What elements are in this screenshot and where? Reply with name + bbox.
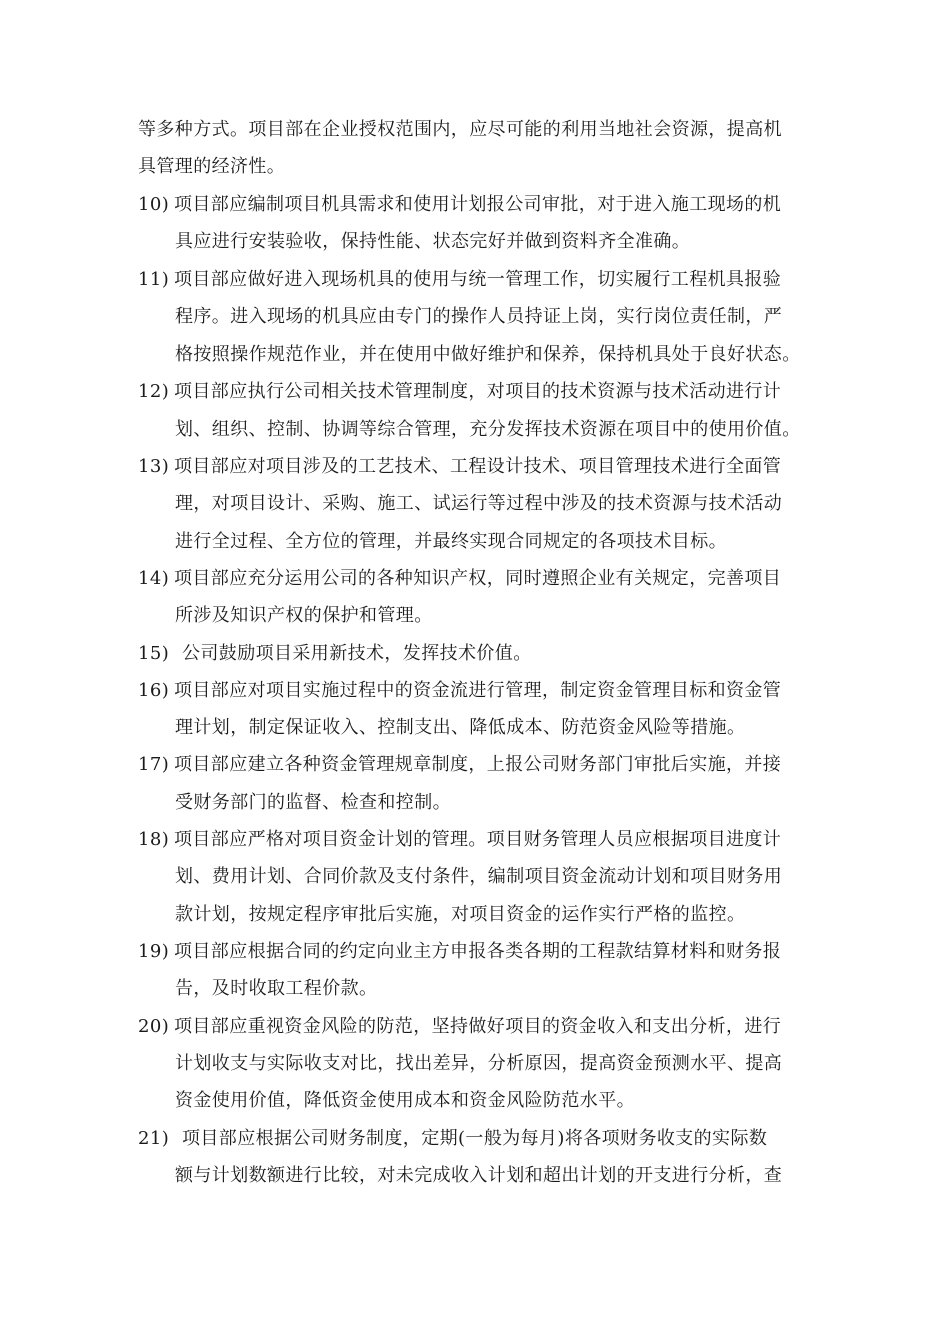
paragraph-line: 等多种方式。项目部在企业授权范围内，应尽可能的利用当地社会资源，提高机 bbox=[138, 119, 782, 140]
item-continuation-line: 格按照操作规范作业，并在使用中做好维护和保养，保持机具处于良好状态。 bbox=[175, 344, 801, 365]
item-number: 18) bbox=[138, 829, 170, 850]
paragraph-line: 具管理的经济性。 bbox=[138, 156, 286, 177]
item-continuation-line: 所涉及知识产权的保护和管理。 bbox=[175, 605, 433, 626]
list-item-17 bbox=[138, 753, 818, 777]
item-text: 项目部应做好进入现场机具的使用与统一管理工作，切实履行工程机具报验 bbox=[174, 269, 782, 290]
list-item-13 bbox=[138, 455, 818, 479]
item-number: 21) bbox=[138, 1128, 170, 1149]
item-continuation-line: 理计划，制定保证收入、控制支出、降低成本、防范资金风险等措施。 bbox=[175, 717, 746, 738]
item-text: 项目部应对项目实施过程中的资金流进行管理，制定资金管理目标和资金管 bbox=[174, 680, 782, 701]
item-continuation-line: 程序。进入现场的机具应由专门的操作人员持证上岗，实行岗位责任制，严 bbox=[175, 306, 783, 327]
item-text: 项目部应执行公司相关技术管理制度，对项目的技术资源与技术活动进行计 bbox=[174, 381, 782, 402]
item-number: 11) bbox=[138, 269, 170, 290]
item-continuation-line: 划、费用计划、合同价款及支付条件，编制项目资金流动计划和项目财务用 bbox=[175, 866, 783, 887]
item-continuation-line: 理，对项目设计、采购、施工、试运行等过程中涉及的技术资源与技术活动 bbox=[175, 493, 783, 514]
item-number: 14) bbox=[138, 568, 170, 589]
item-text: 项目部应建立各种资金管理规章制度，上报公司财务部门审批后实施，并接 bbox=[174, 754, 782, 775]
item-text: 项目部应重视资金风险的防范，坚持做好项目的资金收入和支出分析，进行 bbox=[174, 1016, 782, 1037]
item-number: 13) bbox=[138, 456, 170, 477]
list-item-21 bbox=[138, 1127, 818, 1151]
list-item-15 bbox=[138, 642, 818, 666]
item-text: 项目部应编制项目机具需求和使用计划报公司审批，对于进入施工现场的机 bbox=[174, 194, 782, 215]
item-text: 项目部应充分运用公司的各种知识产权，同时遵照企业有关规定，完善项目 bbox=[174, 568, 782, 589]
list-item-14 bbox=[138, 567, 818, 591]
list-item-20 bbox=[138, 1015, 818, 1039]
list-item-19 bbox=[138, 940, 818, 964]
item-number: 12) bbox=[138, 381, 170, 402]
list-item-18 bbox=[138, 828, 818, 852]
list-item-16 bbox=[138, 679, 818, 703]
item-text: 项目部应根据公司财务制度，定期(一般为每月)将各项财务收支的实际数 bbox=[182, 1128, 768, 1149]
item-number: 19) bbox=[138, 941, 170, 962]
item-continuation-line: 额与计划数额进行比较，对未完成收入计划和超出计划的开支进行分析，查 bbox=[175, 1165, 783, 1186]
item-text: 项目部应对项目涉及的工艺技术、工程设计技术、项目管理技术进行全面管 bbox=[174, 456, 782, 477]
item-continuation-line: 计划收支与实际收支对比，找出差异，分析原因，提高资金预测水平、提高 bbox=[175, 1053, 783, 1074]
list-item-11 bbox=[138, 268, 818, 292]
item-number: 10) bbox=[138, 194, 170, 215]
item-continuation-line: 资金使用价值，降低资金使用成本和资金风险防范水平。 bbox=[175, 1090, 635, 1111]
item-continuation-line: 划、组织、控制、协调等综合管理，充分发挥技术资源在项目中的使用价值。 bbox=[175, 419, 801, 440]
item-text: 公司鼓励项目采用新技术，发挥技术价值。 bbox=[182, 643, 532, 664]
list-item-12 bbox=[138, 380, 818, 404]
item-number: 16) bbox=[138, 680, 170, 701]
item-continuation-line: 告，及时收取工程价款。 bbox=[175, 978, 378, 999]
item-number: 20) bbox=[138, 1016, 170, 1037]
item-number: 15) bbox=[138, 643, 170, 664]
item-continuation-line: 款计划，按规定程序审批后实施，对项目资金的运作实行严格的监控。 bbox=[175, 904, 746, 925]
item-number: 17) bbox=[138, 754, 170, 775]
item-continuation-line: 受财务部门的监督、检查和控制。 bbox=[175, 792, 451, 813]
item-continuation-line: 具应进行安装验收，保持性能、状态完好并做到资料齐全准确。 bbox=[175, 231, 691, 252]
list-item-10 bbox=[138, 193, 818, 217]
item-text: 项目部应根据合同的约定向业主方申报各类各期的工程款结算材料和财务报 bbox=[174, 941, 782, 962]
item-continuation-line: 进行全过程、全方位的管理，并最终实现合同规定的各项技术目标。 bbox=[175, 531, 727, 552]
item-text: 项目部应严格对项目资金计划的管理。项目财务管理人员应根据项目进度计 bbox=[174, 829, 782, 850]
